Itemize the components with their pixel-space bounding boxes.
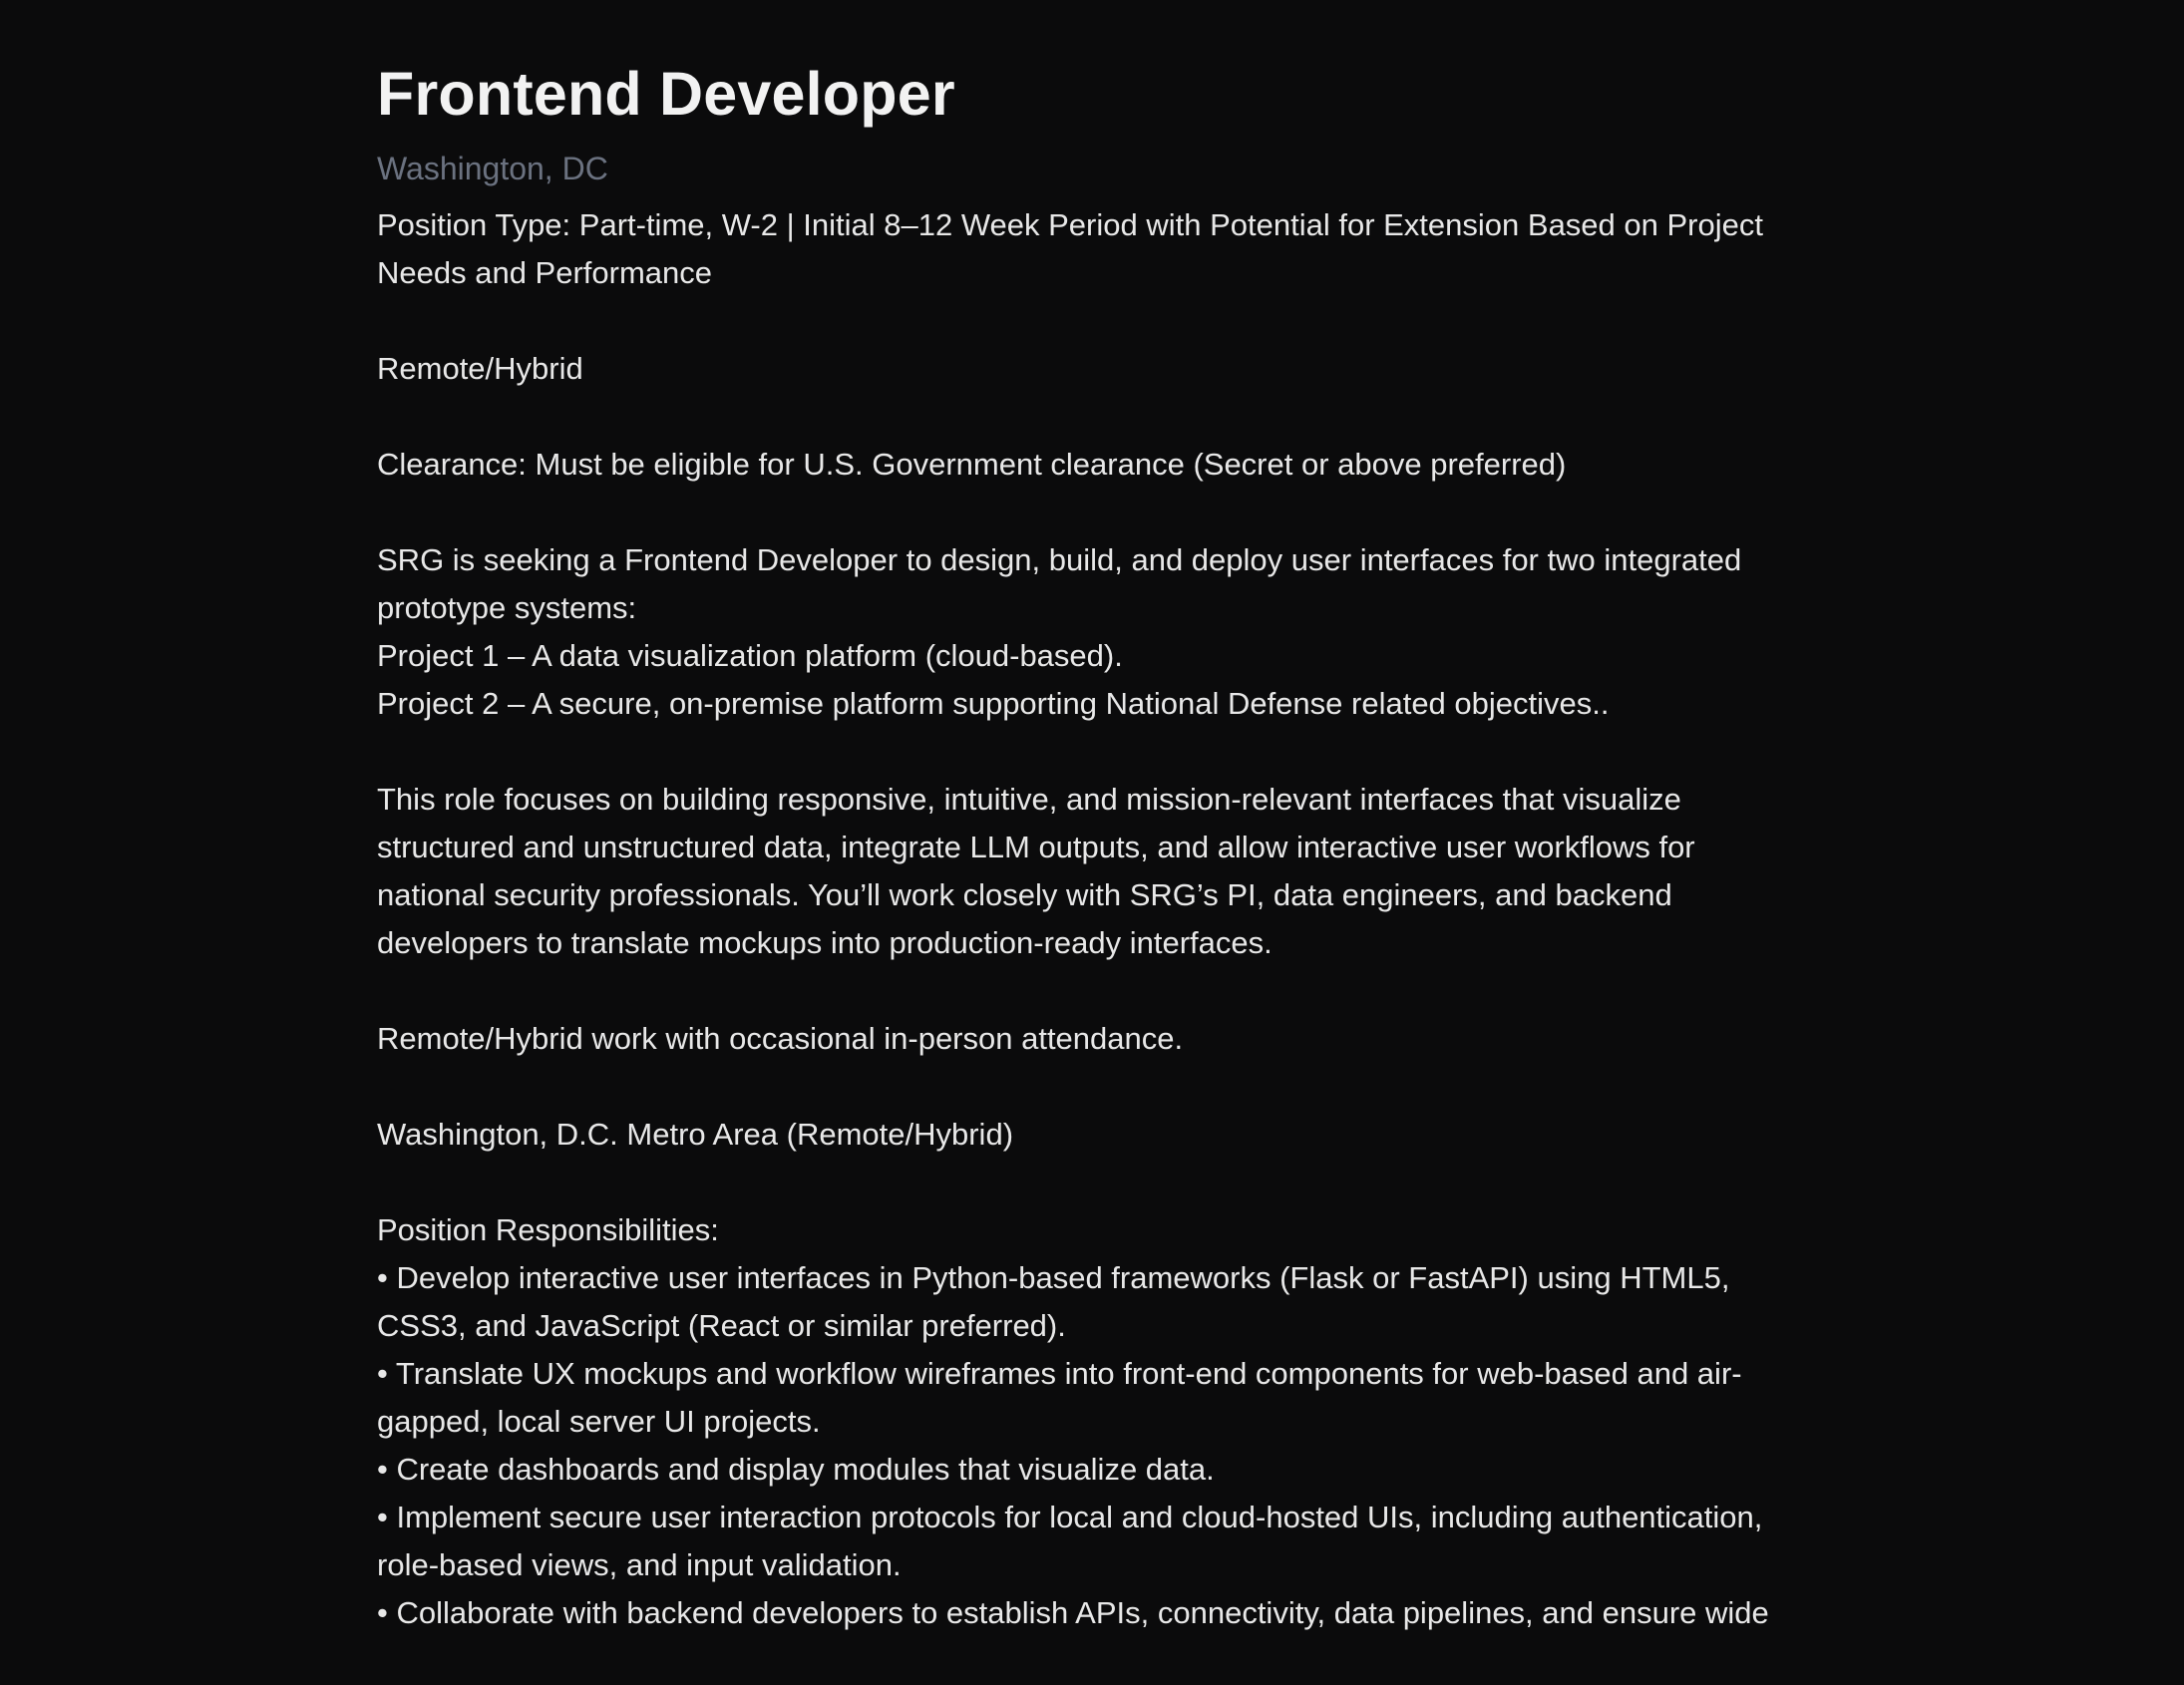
responsibilities-heading: Position Responsibilities: — [377, 1212, 719, 1247]
responsibilities-section — [377, 1206, 1793, 1637]
project-1: Project 1 – A data visualization platform (cloud-based). — [377, 638, 1123, 673]
intro-paragraph — [377, 536, 1793, 728]
metro-area: Washington, D.C. Metro Area (Remote/Hybrid) — [377, 1117, 1014, 1152]
responsibility-item: • Translate UX mockups and workflow wireframes into front-end components for web-based and air-gapped, local server UI projects. — [377, 1356, 1742, 1439]
role-focus: This role focuses on building responsive, intuitive, and mission-relevant interfaces that visualize structured and unstructured data, integrate LLM outputs, and allow interactive user workflows for national security professionals. You’ll work closely with SRG’s PI, data engineers, and backend developers to translate mockups into production-ready interfaces. — [377, 782, 1695, 960]
responsibility-item: • Develop interactive user interfaces in Python-based frameworks (Flask or FastAPI) using HTML5, CSS3, and JavaScript (React or similar preferred). — [377, 1260, 1730, 1343]
responsibility-item: • Collaborate with backend developers to establish APIs, connectivity, data pipelines, and ensure wide — [377, 1595, 1769, 1630]
project-2: Project 2 – A secure, on-premise platform supporting National Defense related objectives.. — [377, 686, 1610, 721]
job-description — [377, 201, 1793, 1637]
job-location: Washington, DC — [377, 151, 608, 186]
position-type: Position Type: Part-time, W-2 | Initial 8–12 Week Period with Potential for Extension Based on Project Needs and Performance — [377, 207, 1763, 290]
responsibility-item: • Implement secure user interaction protocols for local and cloud-hosted UIs, including authentication, role-based views, and input validation. — [377, 1500, 1763, 1582]
intro-lead: SRG is seeking a Frontend Developer to design, build, and deploy user interfaces for two integrated prototype systems: — [377, 542, 1742, 625]
responsibility-item: • Create dashboards and display modules that visualize data. — [377, 1452, 1215, 1487]
job-title: Frontend Developer — [377, 60, 955, 128]
clearance-requirement: Clearance: Must be eligible for U.S. Government clearance (Secret or above preferred) — [377, 447, 1567, 482]
attendance-note: Remote/Hybrid work with occasional in-person attendance. — [377, 1021, 1184, 1056]
job-posting — [377, 0, 1793, 1685]
work-mode: Remote/Hybrid — [377, 351, 583, 386]
